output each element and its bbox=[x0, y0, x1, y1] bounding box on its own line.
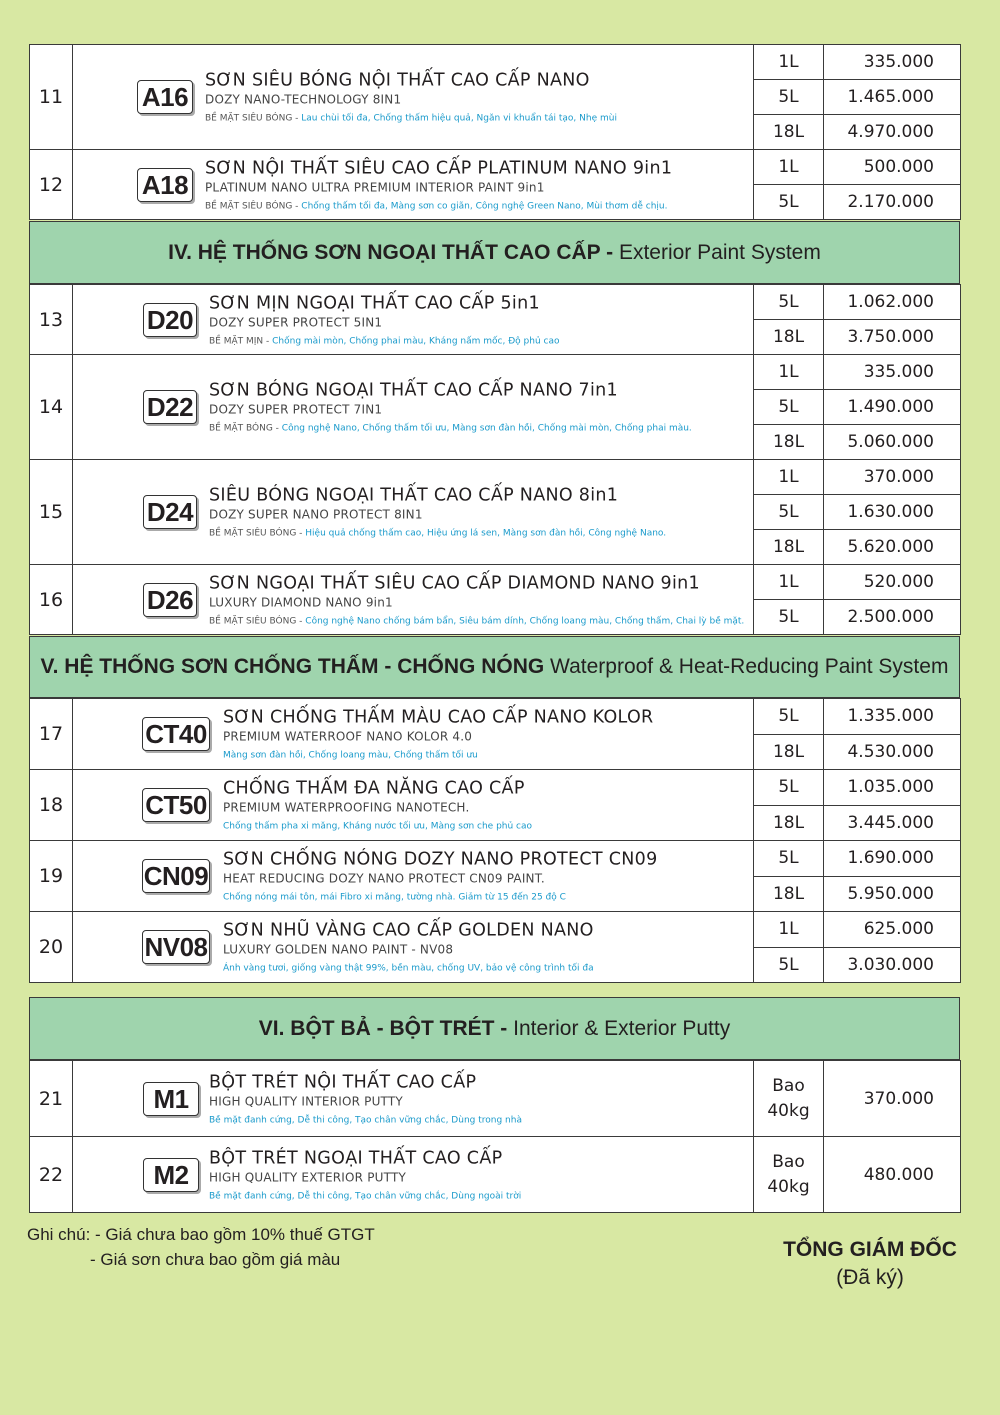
feature-text: Ánh vàng tươi, giống vàng thật 99%, bền màu, chống UV, bảo vệ công trình tối đa bbox=[223, 963, 594, 974]
section-header-putty bbox=[29, 997, 960, 1060]
product-english-name: DOZY SUPER NANO PROTECT 8IN1 bbox=[209, 507, 423, 522]
product-english-name: HEAT REDUCING DOZY NANO PROTECT CN09 PAINT. bbox=[223, 871, 545, 886]
table-row bbox=[30, 1061, 961, 1137]
product-features bbox=[209, 616, 744, 626]
product-features bbox=[205, 114, 617, 124]
note-tax: Ghi chú: - Giá chưa bao gồm 10% thuế GTGT bbox=[27, 1225, 375, 1244]
volume-cell: 1L bbox=[754, 355, 824, 390]
table-row bbox=[30, 770, 961, 806]
price-cell: 335.000 bbox=[824, 45, 961, 80]
price-cell: 2.170.000 bbox=[824, 185, 961, 220]
price-table-putty bbox=[29, 1060, 961, 1213]
product-description bbox=[73, 770, 754, 841]
volume-cell: 18L bbox=[754, 805, 824, 841]
price-cell: 1.035.000 bbox=[824, 770, 961, 806]
price-cell: 520.000 bbox=[824, 565, 961, 600]
product-code: D26 bbox=[143, 583, 197, 617]
table-row bbox=[30, 355, 961, 390]
product-features bbox=[223, 751, 654, 761]
volume-cell: 5L bbox=[754, 600, 824, 635]
feature-text: Màng sơn đàn hồi, Chống loang màu, Chống thấm tối ưu bbox=[223, 750, 478, 761]
table-row bbox=[30, 699, 961, 735]
section-title-vi: IV. HỆ THỐNG SƠN NGOẠI THẤT CAO CẤP - bbox=[168, 240, 614, 264]
section-header-exterior bbox=[29, 221, 960, 284]
table-row bbox=[30, 565, 961, 600]
volume-cell: 1L bbox=[754, 45, 824, 80]
product-code: CT50 bbox=[142, 788, 210, 822]
product-name: SƠN NỘI THẤT SIÊU CAO CẤP PLATINUM NANO 9in1 bbox=[205, 158, 673, 178]
table-row bbox=[30, 460, 961, 495]
price-cell: 1.490.000 bbox=[824, 390, 961, 425]
product-features bbox=[209, 1115, 522, 1125]
section-title-en: Waterproof & Heat-Reducing Paint System bbox=[544, 655, 949, 678]
product-code: CT40 bbox=[142, 717, 210, 751]
product-text bbox=[209, 293, 560, 346]
volume-cell: 5L bbox=[754, 285, 824, 320]
product-features bbox=[209, 529, 666, 539]
price-cell: 1.062.000 bbox=[824, 285, 961, 320]
product-description bbox=[73, 45, 754, 150]
item-number: 22 bbox=[30, 1137, 73, 1213]
price-table-exterior bbox=[29, 284, 961, 635]
section-title-en: Interior & Exterior Putty bbox=[507, 1016, 731, 1040]
volume-cell: 18L bbox=[754, 734, 824, 770]
surface-label: BỀ MẶT BÓNG - bbox=[209, 423, 282, 434]
feature-text: Hiệu quả chống thấm cao, Hiệu ứng lá sen, Màng sơn đàn hồi, Công nghệ Nano. bbox=[305, 528, 667, 539]
product-name: SƠN CHỐNG THẤM MÀU CAO CẤP NANO KOLOR bbox=[223, 707, 654, 728]
volume-cell: 5L bbox=[754, 390, 824, 425]
feature-text: Bề mặt đanh cứng, Dễ thi công, Tạo chân vững chắc, Dùng ngoài trời bbox=[209, 1191, 522, 1201]
product-code: M2 bbox=[143, 1158, 199, 1192]
note-color: - Giá sơn chưa bao gồm giá màu bbox=[90, 1250, 341, 1269]
price-cell: 4.530.000 bbox=[824, 734, 961, 770]
price-table-waterproof bbox=[29, 698, 961, 983]
product-name: BỘT TRÉT NỘI THẤT CAO CẤP bbox=[209, 1072, 477, 1092]
product-description bbox=[73, 565, 754, 635]
price-cell: 3.030.000 bbox=[824, 947, 961, 983]
product-code: D24 bbox=[143, 495, 197, 529]
price-cell: 500.000 bbox=[824, 150, 961, 185]
item-number: 21 bbox=[30, 1061, 73, 1137]
product-description bbox=[73, 285, 754, 355]
unit-line: 40kg bbox=[767, 1100, 810, 1121]
price-cell: 1.465.000 bbox=[824, 80, 961, 115]
price-cell: 5.620.000 bbox=[824, 530, 961, 565]
price-cell: 370.000 bbox=[824, 1061, 961, 1137]
product-name: SƠN NHŨ VÀNG CAO CẤP GOLDEN NANO bbox=[223, 920, 594, 941]
price-cell: 1.335.000 bbox=[824, 699, 961, 735]
item-number: 11 bbox=[30, 45, 73, 150]
feature-text: Lau chùi tối đa, Chống thấm hiệu quả, Ngăn vi khuẩn tái tạo, Nhẹ mùi bbox=[301, 113, 617, 124]
product-text bbox=[209, 1072, 522, 1125]
volume-cell: 5L bbox=[754, 699, 824, 735]
product-text bbox=[209, 381, 692, 434]
item-number: 14 bbox=[30, 355, 73, 460]
product-english-name: HIGH QUALITY EXTERIOR PUTTY bbox=[209, 1170, 407, 1184]
feature-text: Chống mài mòn, Chống phai màu, Kháng nấm mốc, Độ phủ cao bbox=[272, 336, 560, 346]
section-header-waterproof bbox=[29, 636, 960, 698]
volume-cell: 18L bbox=[754, 320, 824, 355]
price-cell: 480.000 bbox=[824, 1137, 961, 1213]
product-description bbox=[73, 460, 754, 565]
item-number: 18 bbox=[30, 770, 73, 841]
product-english-name: DOZY SUPER PROTECT 7IN1 bbox=[209, 402, 383, 417]
feature-text: Chống nóng mái tôn, mái Fibro xi măng, tường nhà. Giảm từ 15 đến 25 độ C bbox=[223, 892, 566, 903]
signature-status: (Đã ký) bbox=[836, 1266, 904, 1289]
table-row bbox=[30, 841, 961, 877]
product-code: NV08 bbox=[142, 930, 210, 964]
product-text bbox=[223, 779, 532, 832]
product-text bbox=[209, 573, 744, 626]
table-row bbox=[30, 1137, 961, 1213]
product-english-name: DOZY NANO-TECHNOLOGY 8IN1 bbox=[205, 92, 402, 107]
price-table-interior bbox=[29, 44, 961, 220]
product-name: SIÊU BÓNG NGOẠI THẤT CAO CẤP NANO 8in1 bbox=[209, 485, 619, 506]
item-number: 20 bbox=[30, 912, 73, 983]
volume-cell: 1L bbox=[754, 150, 824, 185]
surface-label: BỀ MẶT SIÊU BÓNG - bbox=[205, 201, 302, 211]
price-cell: 3.750.000 bbox=[824, 320, 961, 355]
table-row bbox=[30, 150, 961, 185]
product-features bbox=[223, 893, 658, 903]
price-cell: 1.690.000 bbox=[824, 841, 961, 877]
item-number: 15 bbox=[30, 460, 73, 565]
volume-cell: 18L bbox=[754, 115, 824, 150]
section-title-en: Exterior Paint System bbox=[613, 240, 821, 264]
product-text bbox=[223, 708, 654, 761]
product-description bbox=[73, 841, 754, 912]
table-row bbox=[30, 45, 961, 80]
product-description bbox=[73, 1061, 754, 1137]
item-number: 19 bbox=[30, 841, 73, 912]
product-text bbox=[205, 158, 672, 211]
volume-cell: 1L bbox=[754, 460, 824, 495]
product-name: SƠN NGOẠI THẤT SIÊU CAO CẤP DIAMOND NANO 9in1 bbox=[209, 573, 700, 593]
product-code: D22 bbox=[143, 390, 197, 424]
product-text bbox=[223, 921, 594, 974]
notes bbox=[27, 1222, 375, 1272]
table-row bbox=[30, 912, 961, 948]
product-english-name: PLATINUM NANO ULTRA PREMIUM INTERIOR PAINT 9in1 bbox=[205, 180, 545, 194]
price-cell: 1.630.000 bbox=[824, 495, 961, 530]
product-name: CHỐNG THẤM ĐA NĂNG CAO CẤP bbox=[223, 778, 525, 799]
feature-text: Công nghệ Nano, Chống thấm tối ưu, Màng sơn đàn hồi, Chống mài mòn, Chống phai màu. bbox=[281, 423, 692, 434]
product-features bbox=[209, 1191, 521, 1201]
product-description bbox=[73, 699, 754, 770]
product-english-name: DOZY SUPER PROTECT 5IN1 bbox=[209, 315, 383, 329]
feature-text: Chống thấm pha xi măng, Kháng nước tối ưu, Màng sơn che phủ cao bbox=[223, 821, 533, 832]
price-cell: 335.000 bbox=[824, 355, 961, 390]
surface-label: BỀ MẶT SIÊU BÓNG - bbox=[205, 113, 302, 124]
product-features bbox=[223, 964, 594, 974]
volume-cell: 5L bbox=[754, 947, 824, 983]
signature-title: TỔNG GIÁM ĐỐC bbox=[783, 1238, 957, 1261]
product-name: SƠN MỊN NGOẠI THẤT CAO CẤP 5in1 bbox=[209, 293, 540, 313]
product-features bbox=[205, 201, 672, 211]
volume-cell: 18L bbox=[754, 876, 824, 912]
product-features bbox=[209, 336, 560, 346]
signature-block bbox=[770, 1238, 970, 1290]
section-title-vi: VI. BỘT BẢ - BỘT TRÉT - bbox=[258, 1016, 508, 1040]
volume-cell: 1L bbox=[754, 565, 824, 600]
product-english-name: LUXURY DIAMOND NANO 9in1 bbox=[209, 595, 393, 609]
item-number: 12 bbox=[30, 150, 73, 220]
feature-text: Bề mặt đanh cứng, Dễ thi công, Tạo chân vững chắc, Dùng trong nhà bbox=[209, 1115, 522, 1125]
volume-cell: 5L bbox=[754, 770, 824, 806]
product-name: SƠN SIÊU BÓNG NỘI THẤT CAO CẤP NANO bbox=[205, 70, 590, 91]
item-number: 13 bbox=[30, 285, 73, 355]
volume-cell: 18L bbox=[754, 425, 824, 460]
product-text bbox=[209, 486, 666, 539]
unit-line: Bao bbox=[772, 1151, 805, 1172]
product-description bbox=[73, 355, 754, 460]
price-cell: 4.970.000 bbox=[824, 115, 961, 150]
product-text bbox=[209, 1148, 521, 1201]
price-cell: 625.000 bbox=[824, 912, 961, 948]
price-cell: 3.445.000 bbox=[824, 805, 961, 841]
product-english-name: HIGH QUALITY INTERIOR PUTTY bbox=[209, 1094, 403, 1108]
feature-text: Công nghệ Nano chống bám bẩn, Siêu bám dính, Chống loang màu, Chống thấm, Chai lỳ bề mặt. bbox=[305, 616, 745, 626]
unit-cell bbox=[754, 1137, 824, 1213]
section-title-vi: V. HỆ THỐNG SƠN CHỐNG THẤM - CHỐNG NÓNG bbox=[40, 655, 545, 678]
product-english-name: PREMIUM WATERROOF NANO KOLOR 4.0 bbox=[223, 729, 473, 744]
unit-line: 40kg bbox=[767, 1176, 810, 1197]
unit-cell bbox=[754, 1061, 824, 1137]
product-code: CN09 bbox=[143, 861, 209, 891]
price-cell: 2.500.000 bbox=[824, 600, 961, 635]
volume-cell: 5L bbox=[754, 185, 824, 220]
product-code: A16 bbox=[137, 80, 193, 114]
product-english-name: LUXURY GOLDEN NANO PAINT - NV08 bbox=[223, 942, 454, 957]
unit-line: Bao bbox=[772, 1075, 805, 1096]
product-code: A18 bbox=[137, 168, 193, 202]
feature-text: Chống thấm tối đa, Màng sơn co giãn, Công nghệ Green Nano, Mùi thơm dễ chịu. bbox=[301, 201, 668, 211]
product-name: SƠN BÓNG NGOẠI THẤT CAO CẤP NANO 7in1 bbox=[209, 380, 618, 401]
price-cell: 5.950.000 bbox=[824, 876, 961, 912]
product-description bbox=[73, 150, 754, 220]
product-english-name: PREMIUM WATERPROOFING NANOTECH. bbox=[223, 800, 470, 815]
table-row bbox=[30, 285, 961, 320]
volume-cell: 18L bbox=[754, 530, 824, 565]
volume-cell: 5L bbox=[754, 495, 824, 530]
volume-cell: 5L bbox=[754, 80, 824, 115]
surface-label: BỀ MẶT SIÊU BÓNG - bbox=[209, 616, 306, 626]
surface-label: BỀ MẶT MỊN - bbox=[209, 336, 273, 346]
product-features bbox=[209, 424, 692, 434]
product-code: M1 bbox=[143, 1082, 199, 1116]
product-text bbox=[223, 850, 658, 903]
surface-label: BỀ MẶT SIÊU BÓNG - bbox=[209, 528, 306, 539]
product-description bbox=[73, 912, 754, 983]
item-number: 16 bbox=[30, 565, 73, 635]
volume-cell: 1L bbox=[754, 912, 824, 948]
product-text bbox=[205, 71, 617, 124]
volume-cell: 5L bbox=[754, 841, 824, 877]
product-name: SƠN CHỐNG NÓNG DOZY NANO PROTECT CN09 bbox=[223, 849, 658, 870]
price-cell: 370.000 bbox=[824, 460, 961, 495]
price-cell: 5.060.000 bbox=[824, 425, 961, 460]
product-name: BỘT TRÉT NGOẠI THẤT CAO CẤP bbox=[209, 1148, 503, 1168]
product-description bbox=[73, 1137, 754, 1213]
item-number: 17 bbox=[30, 699, 73, 770]
product-features bbox=[223, 822, 532, 832]
product-code: D20 bbox=[143, 303, 197, 337]
